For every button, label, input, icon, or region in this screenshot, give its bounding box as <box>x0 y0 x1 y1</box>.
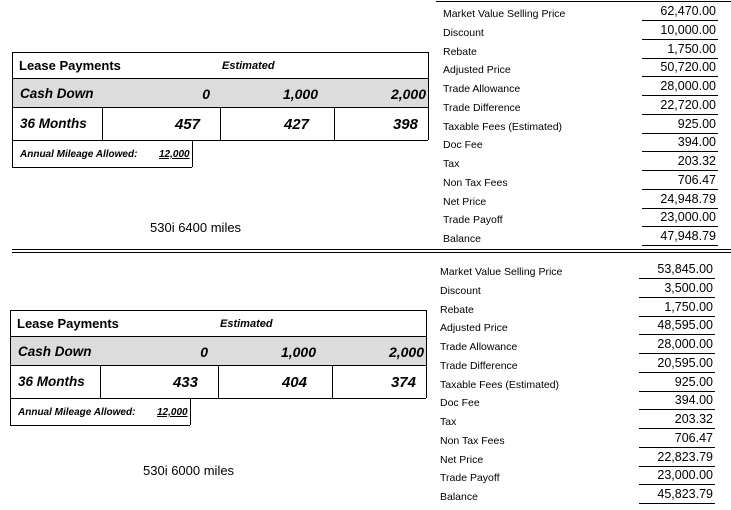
breakdown-value: 22,720.00 <box>660 97 716 112</box>
value-underline <box>642 245 718 246</box>
breakdown-value: 3,500.00 <box>664 280 713 295</box>
value-underline <box>642 226 718 227</box>
table-rule <box>192 140 193 167</box>
table-rule <box>102 107 103 140</box>
cash-down-option: 2,000 <box>388 344 424 360</box>
estimated-label: Estimated <box>222 60 275 72</box>
table-rule <box>332 365 333 398</box>
table-rule <box>10 336 426 337</box>
monthly-payment: 398 <box>392 116 418 133</box>
monthly-payment: 433 <box>172 374 198 391</box>
table-rule <box>10 425 190 426</box>
breakdown-value: 62,470.00 <box>660 4 716 18</box>
value-underline <box>639 409 715 410</box>
breakdown-label: Trade Difference <box>443 101 521 114</box>
value-underline <box>639 353 715 354</box>
breakdown-value: 28,000.00 <box>660 79 716 93</box>
breakdown-value: 1,750.00 <box>667 41 716 56</box>
estimated-label: Estimated <box>220 318 273 330</box>
value-underline <box>642 133 718 134</box>
breakdown-value: 394.00 <box>677 135 716 150</box>
table-rule <box>12 78 428 79</box>
table-rule <box>10 310 11 425</box>
breakdown-value: 24,948.79 <box>660 191 716 206</box>
breakdown-label: Adjusted Price <box>440 322 508 335</box>
table-rule <box>190 398 191 425</box>
vehicle-caption: 530i 6000 miles <box>143 463 235 478</box>
breakdown-value: 28,000.00 <box>657 337 713 351</box>
value-underline <box>642 208 718 209</box>
breakdown-label: Trade Payoff <box>440 472 500 485</box>
top-rule <box>436 1 731 2</box>
breakdown-value: 22,823.79 <box>657 449 713 464</box>
breakdown-value: 53,845.00 <box>657 262 713 276</box>
breakdown-value: 50,720.00 <box>660 60 716 75</box>
value-underline <box>639 278 715 279</box>
value-underline <box>639 316 715 317</box>
table-rule <box>334 107 335 140</box>
cash-down-option: 1,000 <box>282 86 318 102</box>
term-label: 36 Months <box>20 116 87 131</box>
breakdown-label: Rebate <box>443 45 477 58</box>
table-rule <box>426 310 427 398</box>
breakdown-value: 925.00 <box>674 374 713 389</box>
breakdown-value: 203.32 <box>677 154 716 168</box>
breakdown-label: Market Value Selling Price <box>440 266 563 278</box>
breakdown-value: 47,948.79 <box>660 229 716 243</box>
breakdown-value: 394.00 <box>674 393 713 408</box>
breakdown-value: 1,750.00 <box>664 299 713 314</box>
lease-payments-box <box>12 52 428 170</box>
section-separator <box>12 252 731 253</box>
breakdown-value: 48,595.00 <box>657 318 713 333</box>
table-rule <box>12 140 428 141</box>
breakdown-label: Net Price <box>443 195 487 208</box>
breakdown-label: Balance <box>440 491 478 503</box>
breakdown-value: 203.32 <box>674 412 713 426</box>
breakdown-label: Non Tax Fees <box>443 176 508 189</box>
breakdown-label: Trade Allowance <box>443 83 521 95</box>
value-underline <box>642 151 718 152</box>
value-underline <box>642 170 718 171</box>
lease-title: Lease Payments <box>17 316 119 331</box>
breakdown-label: Discount <box>443 26 484 39</box>
breakdown-label: Discount <box>440 284 481 297</box>
value-underline <box>642 189 718 190</box>
table-rule <box>12 52 13 167</box>
breakdown-label: Balance <box>443 233 481 245</box>
monthly-payment: 374 <box>390 374 416 391</box>
breakdown-label: Non Tax Fees <box>440 434 505 447</box>
cash-down-option: 1,000 <box>280 344 316 360</box>
breakdown-value: 706.47 <box>674 430 713 445</box>
lease-payments-box <box>10 310 426 428</box>
table-rule <box>12 167 192 168</box>
breakdown-label: Trade Difference <box>440 359 518 372</box>
breakdown-label: Taxable Fees (Estimated) <box>440 378 560 391</box>
table-rule <box>10 398 426 399</box>
value-underline <box>642 58 718 59</box>
value-underline <box>639 484 715 485</box>
value-underline <box>642 114 718 115</box>
value-underline <box>639 428 715 429</box>
quote-section-2 <box>0 258 731 510</box>
value-underline <box>642 20 718 21</box>
value-underline <box>639 334 715 335</box>
cash-down-label: Cash Down <box>18 344 92 359</box>
breakdown-label: Trade Payoff <box>443 214 503 227</box>
value-underline <box>639 503 715 504</box>
value-underline <box>642 95 718 96</box>
mileage-value: 12,000 <box>157 407 188 418</box>
term-label: 36 Months <box>18 374 85 389</box>
breakdown-label: Doc Fee <box>440 397 480 410</box>
breakdown-label: Taxable Fees (Estimated) <box>443 120 563 133</box>
value-underline <box>639 372 715 373</box>
breakdown-label: Adjusted Price <box>443 64 511 77</box>
cash-down-option: 0 <box>202 86 210 102</box>
breakdown-label: Tax <box>440 416 457 428</box>
vehicle-caption: 530i 6400 miles <box>150 220 242 235</box>
monthly-payment: 427 <box>283 116 309 133</box>
breakdown-label: Market Value Selling Price <box>443 8 566 20</box>
breakdown-value: 10,000.00 <box>660 22 716 37</box>
table-rule <box>428 52 429 140</box>
cash-down-option: 2,000 <box>390 86 426 102</box>
breakdown-value: 925.00 <box>677 116 716 131</box>
monthly-payment: 457 <box>174 116 200 133</box>
breakdown-label: Trade Allowance <box>440 341 518 353</box>
mileage-label: Annual Mileage Allowed: <box>20 149 138 160</box>
breakdown-value: 23,000.00 <box>660 210 716 225</box>
breakdown-label: Doc Fee <box>443 139 483 152</box>
breakdown-value: 23,000.00 <box>657 468 713 483</box>
cash-down-label: Cash Down <box>20 86 94 101</box>
quote-section-1 <box>0 0 731 252</box>
breakdown-label: Net Price <box>440 453 484 466</box>
table-rule <box>10 310 426 311</box>
mileage-label: Annual Mileage Allowed: <box>18 407 136 418</box>
breakdown-value: 20,595.00 <box>657 355 713 370</box>
monthly-payment: 404 <box>281 374 307 391</box>
value-underline <box>642 76 718 77</box>
table-rule <box>12 52 428 53</box>
value-underline <box>642 39 718 40</box>
value-underline <box>639 466 715 467</box>
table-rule <box>218 365 219 398</box>
value-underline <box>639 297 715 298</box>
mileage-value: 12,000 <box>159 149 190 160</box>
breakdown-value: 45,823.79 <box>657 487 713 501</box>
value-underline <box>639 447 715 448</box>
value-underline <box>639 391 715 392</box>
section-separator <box>12 249 731 250</box>
breakdown-label: Tax <box>443 158 460 170</box>
lease-title: Lease Payments <box>19 58 121 73</box>
breakdown-label: Rebate <box>440 303 474 316</box>
cash-down-option: 0 <box>200 344 208 360</box>
table-rule <box>220 107 221 140</box>
table-rule <box>100 365 101 398</box>
breakdown-value: 706.47 <box>677 172 716 187</box>
